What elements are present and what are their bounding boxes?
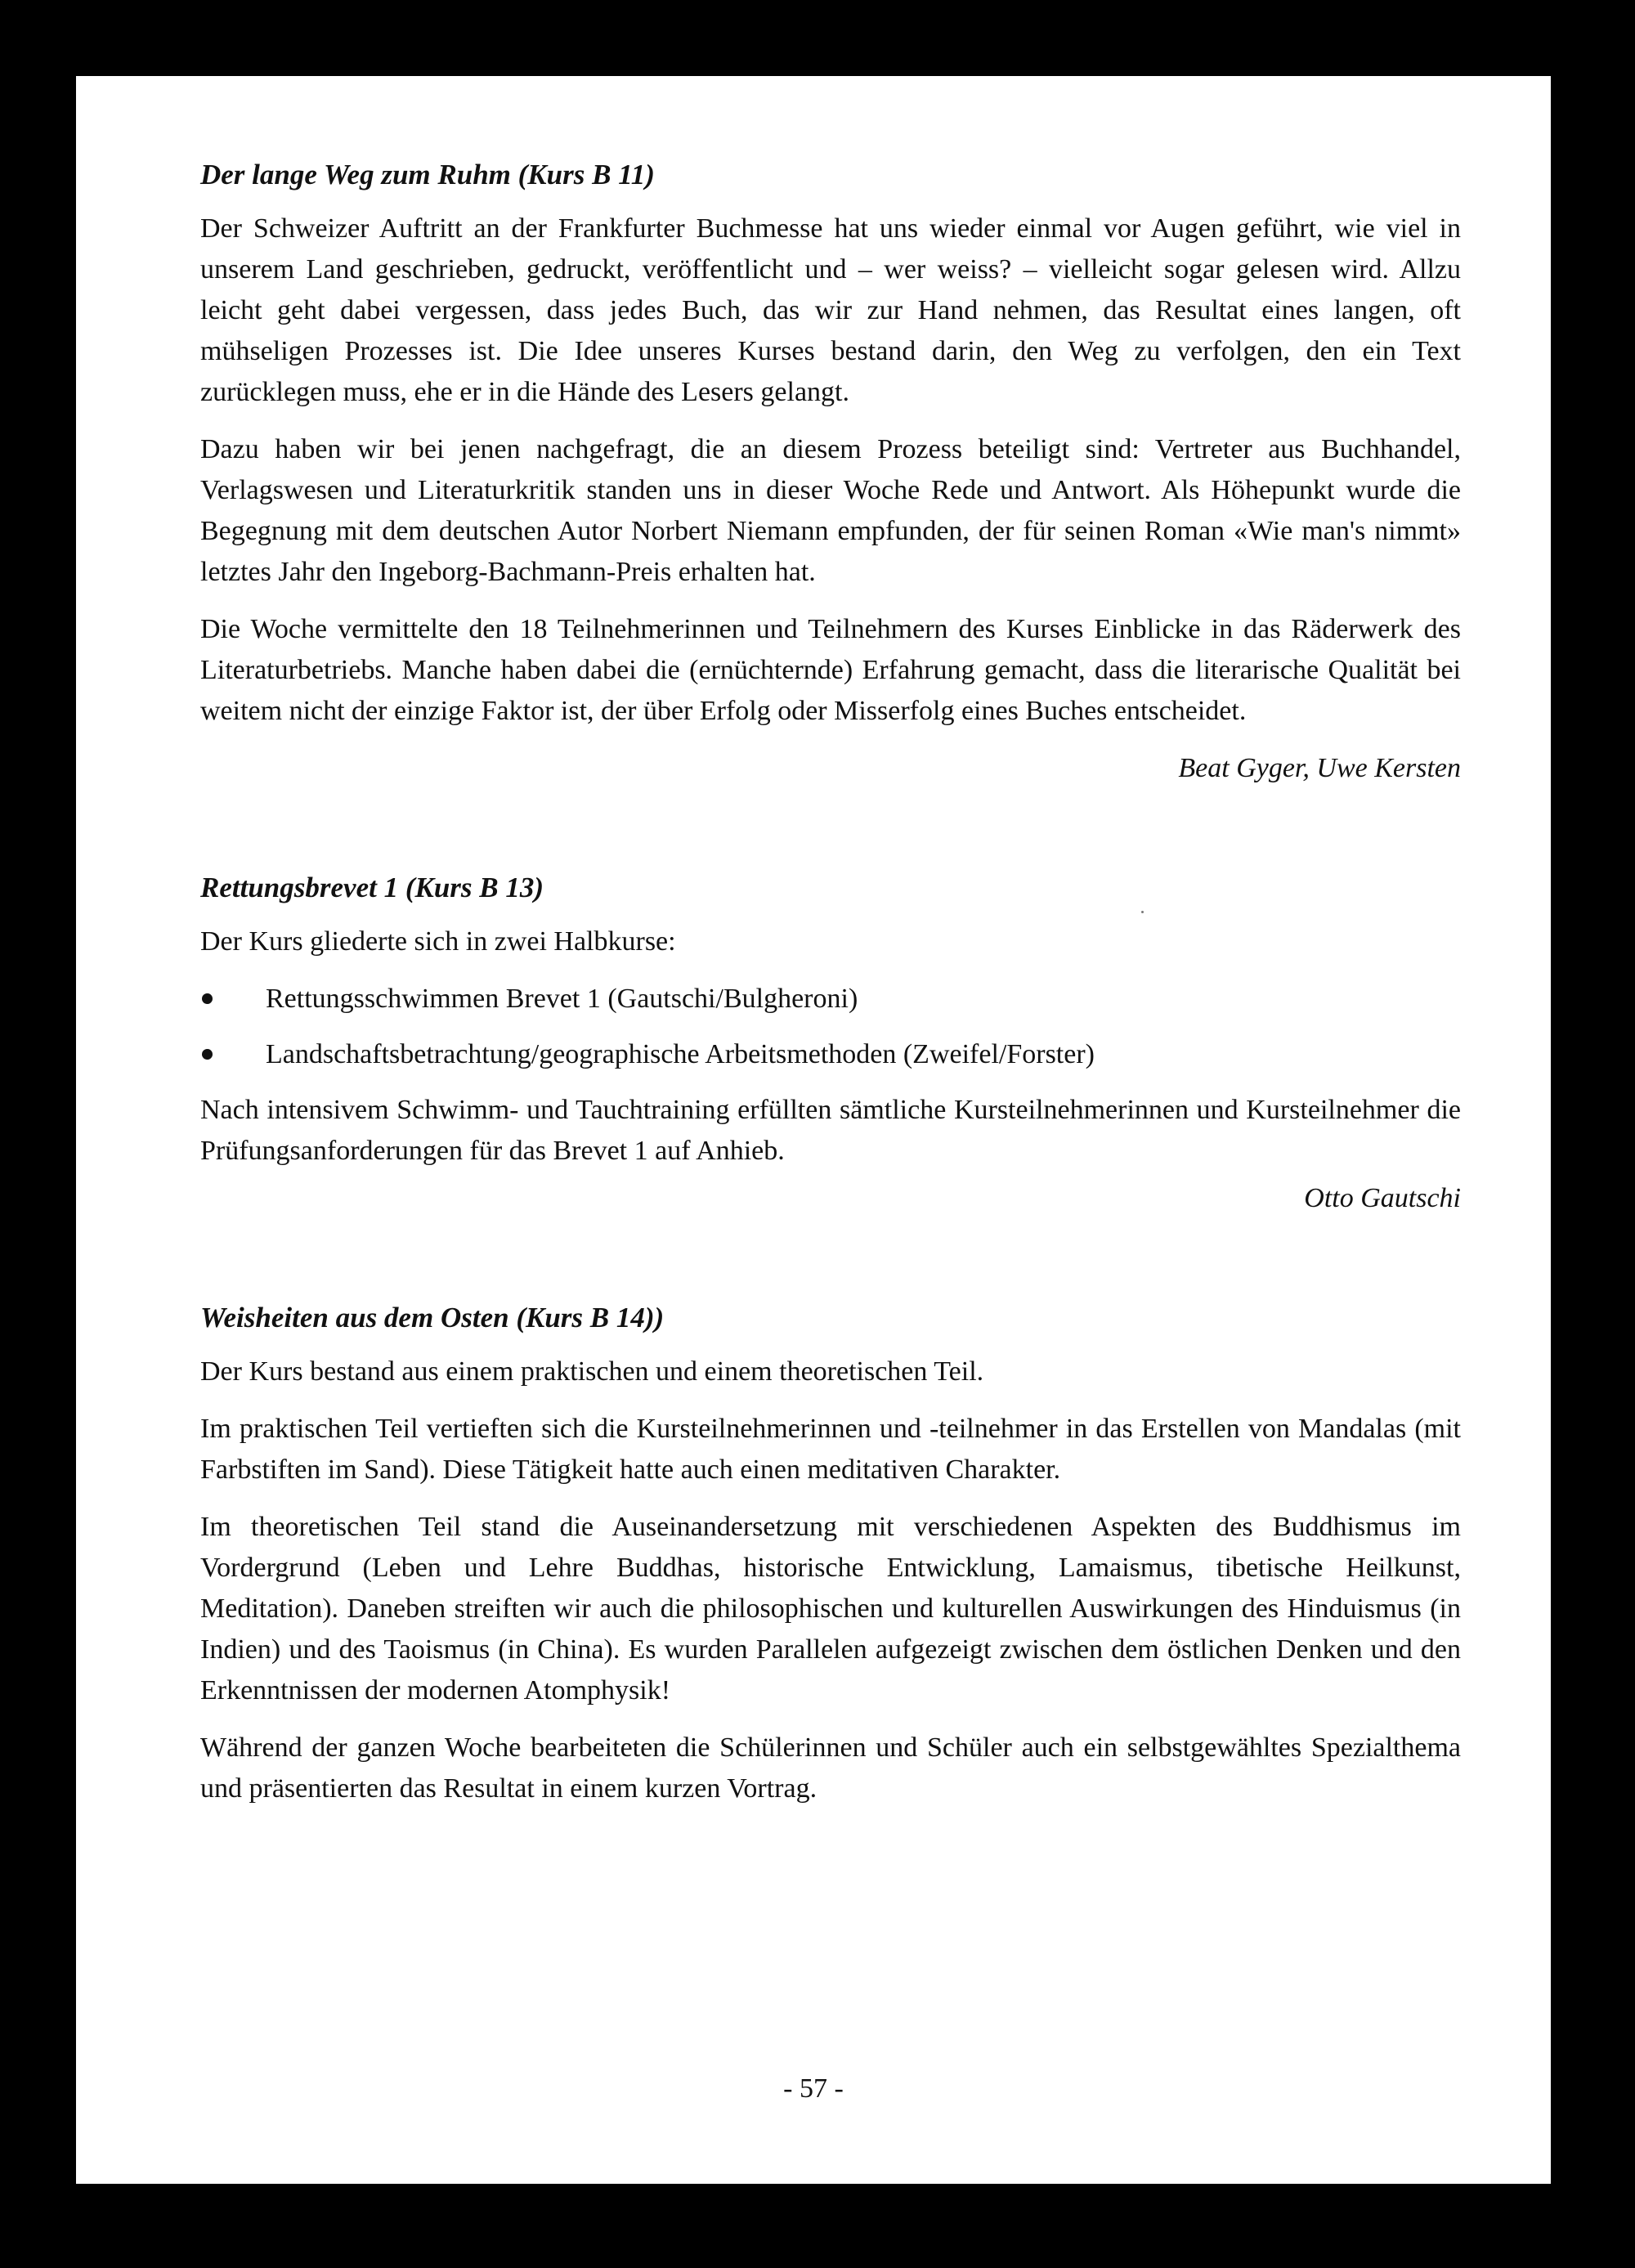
section-rescue-course xyxy=(200,871,1461,1219)
document-page xyxy=(76,76,1551,2184)
section-spacer xyxy=(200,1219,1461,1301)
paragraph: Im theoretischen Teil stand die Auseinandersetzung mit verschiedenen Aspekten des Buddhismus im Vordergrund (Leben und Lehre Buddhas, historische Entwicklung, Lamaismus, tibetische Heilkunst, Meditation). Daneben streiften wir auch die philosophischen und kulturellen Auswirkungen des Hinduismus (in Indien) und des Taoismus (in China). Es wurden Parallelen aufgezeigt zwischen dem östlichen Denken und den Erkenntnissen der modernen Atomphysik! xyxy=(200,1512,1461,1705)
list-item xyxy=(200,1034,1461,1075)
list-item xyxy=(200,979,1461,1020)
paragraph: Der Kurs gliederte sich in zwei Halbkurse: xyxy=(200,926,676,957)
paragraph: Der Schweizer Auftritt an der Frankfurter Buchmesse hat uns wieder einmal vor Augen geführt, wie viel in unserem Land geschrieben, gedruckt, veröffentlicht und – wer weiss? – vielleicht sogar gelesen wird. Allzu leicht geht dabei vergessen, dass jedes Buch, das wir zur Hand nehmen, das Resultat eines langen, oft mühseligen Prozesses ist. Die Idee unseres Kurses bestand darin, den Weg zu verfolgen, den ein Text zurücklegen muss, ehe er in die Hände des Lesers gelangt. xyxy=(200,213,1461,407)
bullet-icon xyxy=(202,993,213,1004)
paragraph: Im praktischen Teil vertieften sich die Kursteilnehmerinnen und -teilnehmer in das Erstellen von Mandalas (mit Farbstiften im Sand). Diese Tätigkeit hatte auch einen meditativen Charakter. xyxy=(200,1414,1461,1485)
section-title: Der lange Weg zum Ruhm (Kurs B 11) xyxy=(200,159,655,190)
section-literature-course xyxy=(200,158,1461,789)
bullet-icon xyxy=(202,1049,213,1060)
section-title: Weisheiten aus dem Osten (Kurs B 14)) xyxy=(200,1302,665,1333)
paragraph: Nach intensivem Schwimm- und Tauchtraining erfüllten sämtliche Kursteilnehmerinnen und Kursteilnehmer die Prüfungsanforderungen für das Brevet 1 auf Anhieb. xyxy=(200,1095,1461,1166)
page-number: - 57 - xyxy=(783,2073,844,2104)
paragraph: Während der ganzen Woche bearbeiteten die Schülerinnen und Schüler auch ein selbstgewähltes Spezialthema und präsentierten das Resultat in einem kurzen Vortrag. xyxy=(200,1732,1461,1804)
section-spacer xyxy=(200,789,1461,871)
section-title: Rettungsbrevet 1 (Kurs B 13) xyxy=(200,872,544,903)
page-content xyxy=(200,158,1461,1826)
bullet-list xyxy=(200,979,1461,1075)
paragraph: Die Woche vermittelte den 18 Teilnehmerinnen und Teilnehmern des Kurses Einblicke in das Räderwerk des Literaturbetriebs. Manche haben dabei die (ernüchternde) Erfahrung gemacht, dass die literarische Qualität bei weitem nicht der einzige Faktor ist, der über Erfolg oder Misserfolg eines Buches entscheidet. xyxy=(200,614,1461,726)
author-signature: Beat Gyger, Uwe Kersten xyxy=(1178,753,1461,783)
list-item-text: Landschaftsbetrachtung/geographische Arbeitsmethoden (Zweifel/Forster) xyxy=(266,1039,1095,1069)
author-signature: Otto Gautschi xyxy=(1304,1183,1461,1213)
section-eastern-wisdom-course xyxy=(200,1301,1461,1809)
paragraph: Dazu haben wir bei jenen nachgefragt, die an diesem Prozess beteiligt sind: Vertreter aus Buchhandel, Verlagswesen und Literaturkritik standen uns in dieser Woche Rede und Antwort. Als Höhepunkt wurde die Begegnung mit dem deutschen Autor Norbert Niemann empfunden, der für seinen Roman «Wie man's nimmt» letztes Jahr den Ingeborg-Bachmann-Preis erhalten hat. xyxy=(200,434,1461,587)
list-item-text: Rettungsschwimmen Brevet 1 (Gautschi/Bulgheroni) xyxy=(266,984,858,1014)
paragraph: Der Kurs bestand aus einem praktischen und einem theoretischen Teil. xyxy=(200,1356,984,1387)
